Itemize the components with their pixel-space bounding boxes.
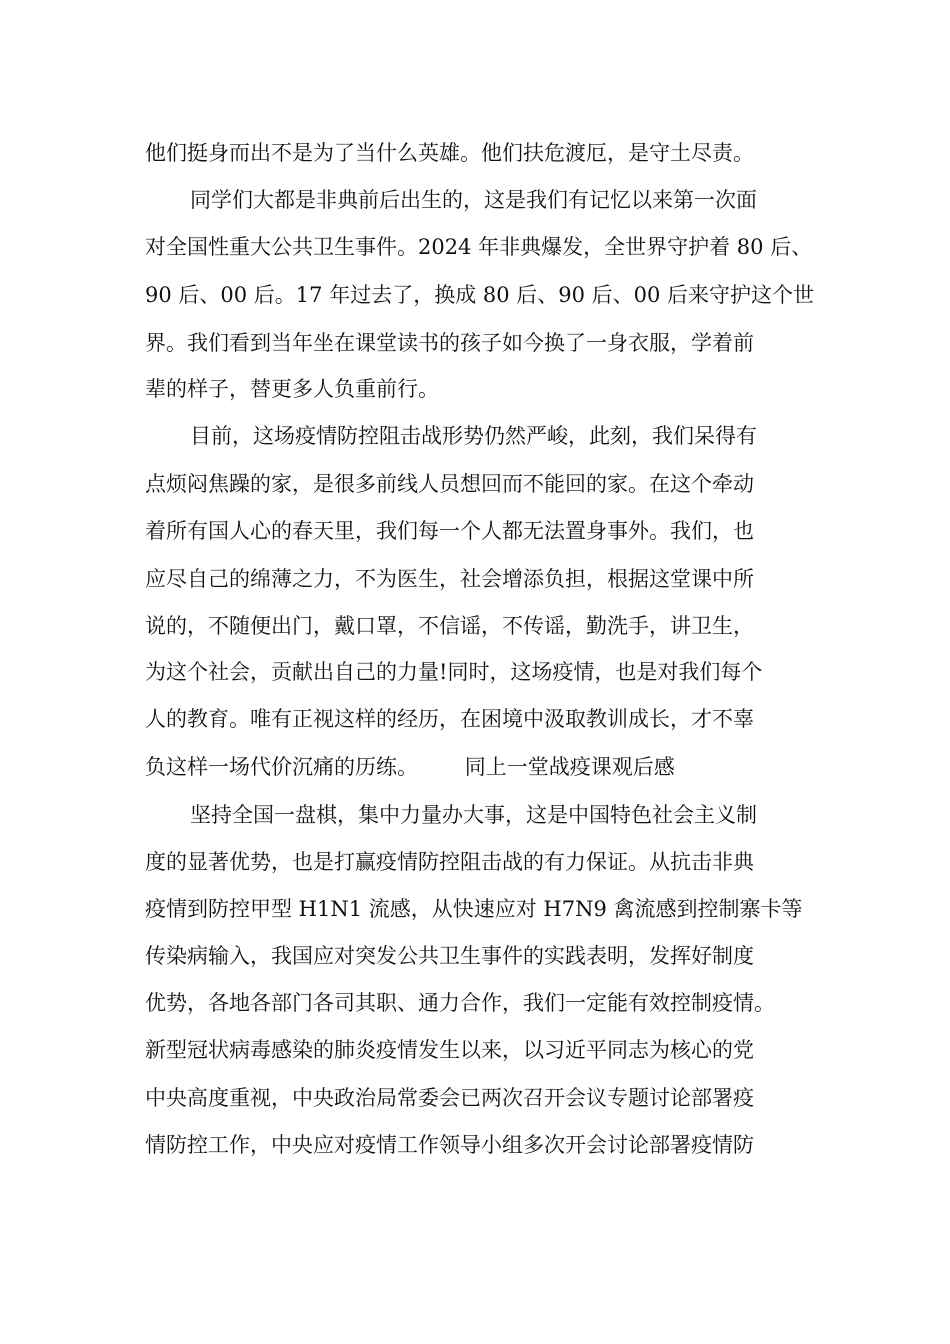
text-line: 界。我们看到当年坐在课堂读书的孩子如今换了一身衣服，学着前 — [145, 331, 754, 355]
text-line: 负这样一场代价沉痛的历练。 同上一堂战疫课观后感 — [145, 755, 675, 779]
paragraph-start-line: 同学们大都是非典前后出生的，这是我们有记忆以来第一次面 — [190, 188, 757, 212]
text-line: 优势，各地各部门各司其职、通力合作，我们一定能有效控制疫情。 — [145, 991, 775, 1015]
text-line: 应尽自己的绵薄之力，不为医生，社会增添负担，根据这堂课中所 — [145, 567, 754, 591]
text-line: 新型冠状病毒感染的肺炎疫情发生以来，以习近平同志为核心的党 — [145, 1038, 754, 1062]
paragraph-start-line: 坚持全国一盘棋，集中力量办大事，这是中国特色社会主义制 — [190, 803, 757, 827]
text-line: 说的，不随便出门，戴口罩，不信谣，不传谣，勤洗手，讲卫生， — [145, 614, 754, 638]
text-line: 传染病输入，我国应对突发公共卫生事件的实践表明，发挥好制度 — [145, 944, 754, 968]
text-line: 情防控工作，中央应对疫情工作领导小组多次开会讨论部署疫情防 — [145, 1133, 754, 1157]
text-line: 他们挺身而出不是为了当什么英雄。他们扶危渡厄，是守土尽责。 — [145, 141, 754, 165]
text-line: 度的显著优势，也是打赢疫情防控阻击战的有力保证。从抗击非典 — [145, 850, 754, 874]
text-line: 90 后、00 后。17 年过去了，换成 80 后、90 后、00 后来守护这个世 — [145, 283, 815, 307]
text-line: 疫情到防控甲型 H1N1 流感，从快速应对 H7N9 禽流感到控制寨卡等 — [145, 897, 803, 921]
text-line: 辈的样子，替更多人负重前行。 — [145, 377, 439, 401]
text-line: 对全国性重大公共卫生事件。2024 年非典爆发，全世界守护着 80 后、 — [145, 235, 813, 259]
text-line: 着所有国人心的春天里，我们每一个人都无法置身事外。我们，也 — [145, 519, 754, 543]
paragraph-start-line: 目前，这场疫情防控阻击战形势仍然严峻，此刻，我们呆得有 — [190, 424, 757, 448]
text-line: 人的教育。唯有正视这样的经历，在困境中汲取教训成长，才不辜 — [145, 707, 754, 731]
text-line: 中央高度重视，中央政治局常委会已两次召开会议专题讨论部署疫 — [145, 1086, 754, 1110]
text-line: 点烦闷焦躁的家，是很多前线人员想回而不能回的家。在这个牵动 — [145, 472, 754, 496]
text-line: 为这个社会，贡献出自己的力量!同时，这场疫情，也是对我们每个 — [145, 660, 763, 684]
